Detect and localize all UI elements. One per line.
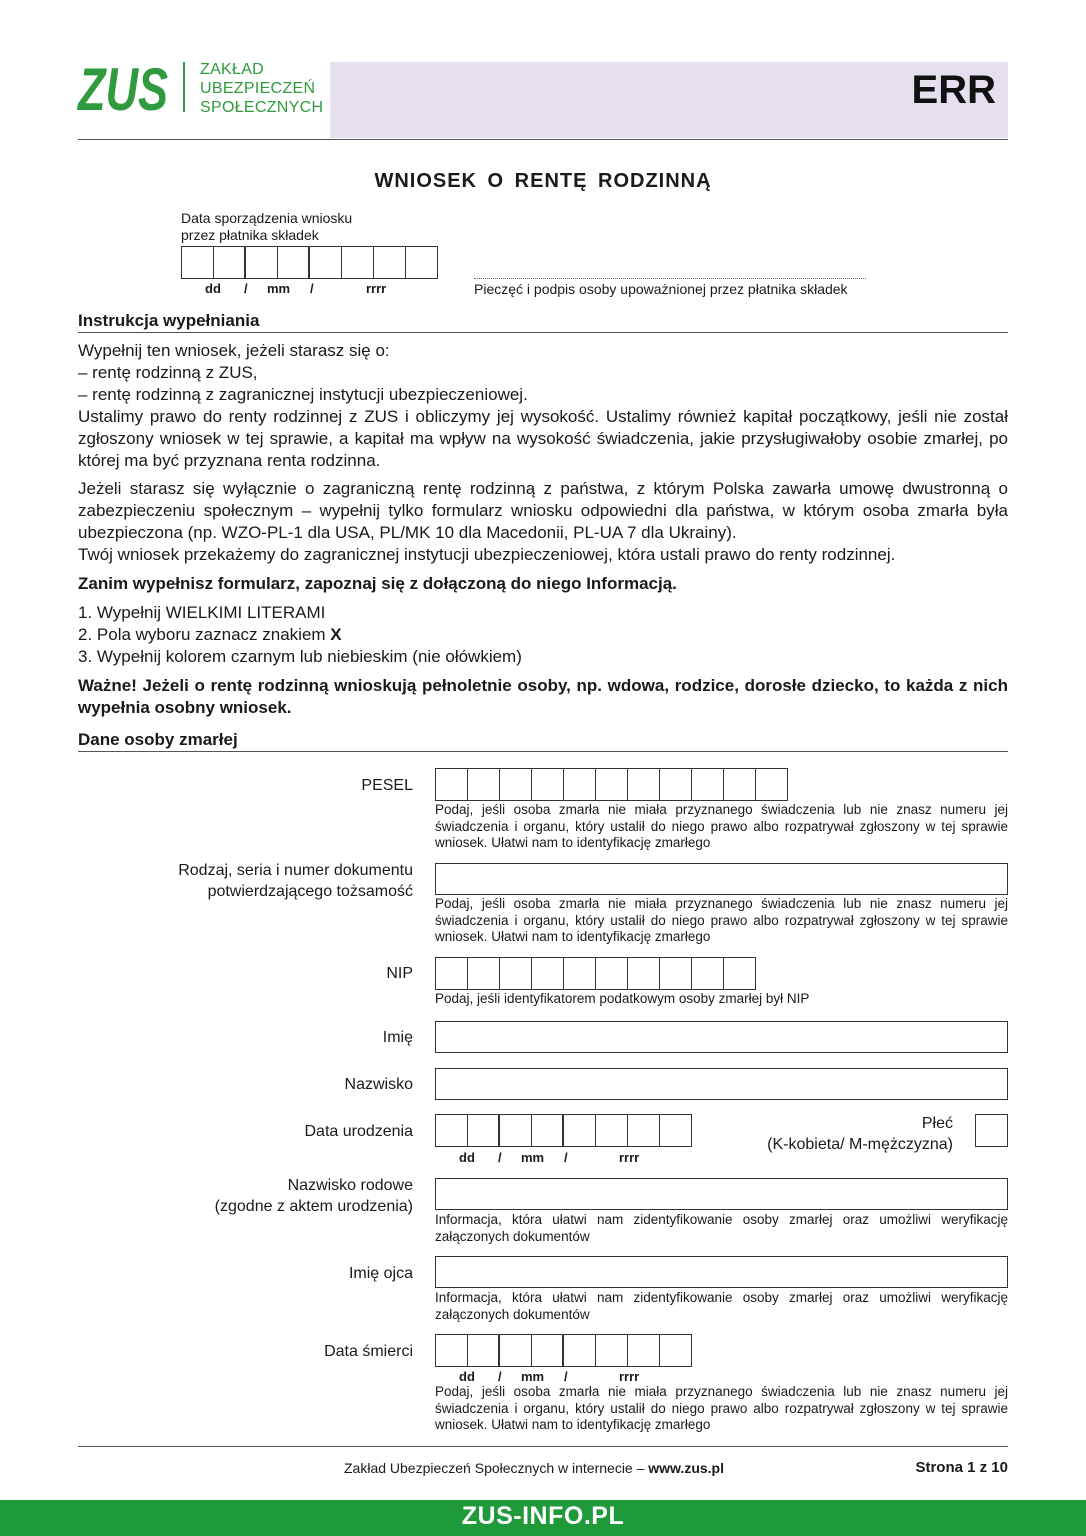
- date-cell[interactable]: [499, 1334, 532, 1367]
- form-code: ERR: [911, 68, 996, 112]
- nip-cell[interactable]: [435, 957, 468, 990]
- instructions-heading: Instrukcja wypełniania: [78, 311, 260, 330]
- yyyy-label: rrrr: [366, 281, 387, 296]
- deceased-heading: Dane osoby zmarłej: [78, 730, 238, 749]
- logo-divider: [183, 62, 185, 112]
- instructions-intro-block: [78, 340, 1008, 472]
- sex-cell[interactable]: [975, 1114, 1008, 1147]
- mm-label: mm: [521, 1150, 545, 1165]
- slash: /: [564, 1150, 568, 1165]
- instructions-bullet: – rentę rodzinną z zagranicznej instytucji ubezpieczeniowej.: [78, 385, 528, 404]
- nip-cell[interactable]: [467, 957, 500, 990]
- section-divider: [78, 751, 1008, 752]
- prep-date-label: [181, 210, 352, 244]
- instructions-paragraph: Ustalimy prawo do renty rodzinnej z ZUS i obliczymy jej wysokość. Ustalimy również kapitał początkowy, jeśli nie został zgłoszony wniosek w tej sprawie, a kapitał ma wpływ na wysokość świadczenia, jakie przysługiwałoby osobie zmarłej, po której ma być przyznana renta rodzinna.: [78, 407, 1008, 470]
- zus-logo: [76, 56, 170, 123]
- nip-label: NIP: [386, 965, 413, 982]
- birth-name-field[interactable]: [435, 1178, 1008, 1210]
- death-date-label: Data śmierci: [324, 1343, 413, 1360]
- pesel-cell[interactable]: [531, 768, 564, 801]
- date-cell[interactable]: [435, 1334, 468, 1367]
- pesel-cell[interactable]: [563, 768, 596, 801]
- instructions-notice: Zanim wypełnisz formularz, zapoznaj się z dołączoną do niego Informacją.: [78, 574, 677, 593]
- pesel-cell[interactable]: [659, 768, 692, 801]
- stamp-signature-line: [474, 278, 866, 279]
- death-date-input[interactable]: [435, 1334, 691, 1367]
- svg-text:ZUS: ZUS: [76, 56, 168, 123]
- father-name-field[interactable]: [435, 1256, 1008, 1288]
- first-name-label: Imię: [382, 1029, 413, 1046]
- nip-cell[interactable]: [595, 957, 628, 990]
- date-cell[interactable]: [213, 246, 246, 279]
- slash: /: [498, 1369, 502, 1384]
- date-cell[interactable]: [467, 1334, 500, 1367]
- last-name-field[interactable]: [435, 1068, 1008, 1100]
- date-cell[interactable]: [405, 246, 438, 279]
- pesel-input[interactable]: [435, 768, 787, 801]
- nip-cell[interactable]: [659, 957, 692, 990]
- prep-date-input[interactable]: [181, 246, 437, 279]
- page-number: Strona 1 z 10: [915, 1459, 1008, 1476]
- instructions-step: 3. Wypełnij kolorem czarnym lub niebieskim (nie ołówkiem): [78, 647, 522, 666]
- date-cell[interactable]: [563, 1114, 596, 1147]
- pesel-cell[interactable]: [723, 768, 756, 801]
- sex-label: [767, 1113, 953, 1155]
- prep-date-label-line: Data sporządzenia wniosku: [181, 210, 353, 226]
- footer-divider: [78, 1446, 1008, 1447]
- dd-label: dd: [205, 281, 221, 296]
- instructions-step: [78, 624, 1008, 646]
- date-cell[interactable]: [467, 1114, 500, 1147]
- id-document-label-line: potwierdzającego tożsamość: [207, 883, 413, 900]
- date-cell[interactable]: [659, 1114, 692, 1147]
- nip-cell[interactable]: [723, 957, 756, 990]
- date-cell[interactable]: [659, 1334, 692, 1367]
- instructions-step: 1. Wypełnij WIELKIMI LITERAMI: [78, 603, 326, 622]
- id-document-hint: Podaj, jeśli osoba zmarła nie miała przyznanego świadczenia lub nie znasz numeru jej świadczenia i organu, który ustalił do niego prawo albo rozpatrywał zgłoszony w tej sprawie wniosek. Ułatwi nam to identyfikację zmarłego: [435, 896, 1008, 944]
- id-document-label: [178, 860, 413, 902]
- instructions-paragraph: Jeżeli starasz się wyłącznie o zagraniczną rentę rodzinną z państwa, z którym Polska zawarła umowę dwustronną o zabezpieczeniu społecznym – wypełnij tylko formularz wniosku odpowiedni dla państwa, w którym osoba zmarła była ubezpieczona (np. WZO-PL-1 dla USA, PL/MK 10 dla Macedonii, PL-UA 7 dla Ukrainy).: [78, 479, 1008, 542]
- date-cell[interactable]: [435, 1114, 468, 1147]
- death-date-hint: Podaj, jeśli osoba zmarła nie miała przyznanego świadczenia lub nie znasz numeru jej świadczenia i organu, który ustalił do niego prawo albo rozpatrywał zgłoszony w tej sprawie wniosek. Ułatwi nam to identyfikację zmarłego: [435, 1384, 1008, 1432]
- instructions-steps: [78, 602, 1008, 668]
- nip-cell[interactable]: [563, 957, 596, 990]
- form-title: WNIOSEK O RENTĘ RODZINNĄ: [374, 170, 712, 192]
- instructions-step-text: 2. Pola wyboru zaznacz znakiem: [78, 625, 331, 644]
- org-name-line: SPOŁECZNYCH: [200, 99, 324, 116]
- sex-field[interactable]: [975, 1114, 1007, 1147]
- slash: /: [310, 281, 314, 296]
- mm-label: mm: [267, 281, 291, 296]
- birth-date-label: Data urodzenia: [304, 1123, 413, 1140]
- dd-label: dd: [459, 1150, 475, 1165]
- pesel-cell[interactable]: [595, 768, 628, 801]
- watermark-text: ZUS-INFO.PL: [461, 1502, 625, 1530]
- prep-date-label-line: przez płatnika składek: [181, 227, 319, 243]
- date-cell[interactable]: [309, 246, 342, 279]
- birth-name-hint: Informacja, która ułatwi nam zidentyfikowanie osoby zmarłej oraz umożliwi weryfikację załączonych dokumentów: [435, 1212, 1008, 1244]
- header-band: [330, 62, 1008, 138]
- birth-name-label-line: (zgodne z aktem urodzenia): [214, 1198, 413, 1215]
- header-divider: [78, 139, 1008, 140]
- stamp-label: Pieczęć i podpis osoby upoważnionej przez płatnika składek: [474, 281, 848, 297]
- org-name: [200, 60, 323, 117]
- date-cell[interactable]: [245, 246, 278, 279]
- date-cell[interactable]: [277, 246, 310, 279]
- pesel-cell[interactable]: [435, 768, 468, 801]
- zus-logo-mark: [76, 56, 170, 123]
- pesel-label: PESEL: [361, 777, 413, 794]
- sex-label-line: Płeć: [921, 1115, 953, 1132]
- date-cell[interactable]: [181, 246, 214, 279]
- org-name-line: ZAKŁAD: [200, 61, 265, 78]
- birth-date-input[interactable]: [435, 1114, 691, 1147]
- slash: /: [244, 281, 248, 296]
- nip-hint: Podaj, jeśli identyfikatorem podatkowym osoby zmarłej był NIP: [435, 991, 810, 1006]
- yyyy-label: rrrr: [619, 1150, 640, 1165]
- date-cell[interactable]: [531, 1114, 564, 1147]
- footer-url-link[interactable]: www.zus.pl: [648, 1460, 724, 1476]
- slash: /: [498, 1150, 502, 1165]
- nip-input[interactable]: [435, 957, 755, 990]
- first-name-field[interactable]: [435, 1021, 1008, 1053]
- date-cell[interactable]: [595, 1114, 628, 1147]
- birth-name-label-line: Nazwisko rodowe: [287, 1177, 413, 1194]
- nip-cell[interactable]: [691, 957, 724, 990]
- instructions-intro: Wypełnij ten wniosek, jeżeli starasz się o:: [78, 341, 390, 360]
- date-cell[interactable]: [563, 1334, 596, 1367]
- important-notice: Ważne! Jeżeli o rentę rodzinną wnioskują pełnoletnie osoby, np. wdowa, rodzice, dorosłe dziecko, to każda z nich wypełnia osobny wniosek.: [78, 676, 1008, 717]
- pesel-cell[interactable]: [467, 768, 500, 801]
- pesel-cell[interactable]: [627, 768, 660, 801]
- pesel-cell[interactable]: [499, 768, 532, 801]
- org-name-line: UBEZPIECZEŃ: [200, 80, 316, 97]
- date-cell[interactable]: [341, 246, 374, 279]
- nip-cell[interactable]: [627, 957, 660, 990]
- date-cell[interactable]: [627, 1114, 660, 1147]
- nip-cell[interactable]: [531, 957, 564, 990]
- pesel-hint: Podaj, jeśli osoba zmarła nie miała przyznanego świadczenia lub nie znasz numeru jej świadczenia i organu, który ustalił do niego prawo albo rozpatrywał zgłoszony w tej sprawie wniosek. Ułatwi nam to identyfikację zmarłego: [435, 802, 1008, 850]
- footer-label: Zakład Ubezpieczeń Społecznych w internecie –: [344, 1460, 649, 1476]
- date-cell[interactable]: [499, 1114, 532, 1147]
- checkbox-mark: X: [330, 625, 342, 644]
- dd-label: dd: [459, 1369, 475, 1384]
- instructions-paragraph: Twój wniosek przekażemy do zagranicznej instytucji ubezpieczeniowej, która ustali prawo do renty rodzinnej.: [78, 545, 896, 564]
- birth-name-label: [215, 1175, 413, 1217]
- slash: /: [564, 1369, 568, 1384]
- pesel-cell[interactable]: [755, 768, 788, 801]
- yyyy-label: rrrr: [619, 1369, 640, 1384]
- id-document-field[interactable]: [435, 863, 1008, 895]
- footer-text: [344, 1460, 724, 1476]
- last-name-label: Nazwisko: [344, 1076, 413, 1093]
- nip-cell[interactable]: [499, 957, 532, 990]
- father-name-label: Imię ojca: [348, 1265, 413, 1282]
- date-cell[interactable]: [627, 1334, 660, 1367]
- date-cell[interactable]: [595, 1334, 628, 1367]
- section-divider: [78, 332, 1008, 333]
- sex-label-line: (K-kobieta/ M-mężczyzna): [767, 1136, 953, 1153]
- mm-label: mm: [521, 1369, 545, 1384]
- pesel-cell[interactable]: [691, 768, 724, 801]
- father-name-hint: Informacja, która ułatwi nam zidentyfikowanie osoby zmarłej oraz umożliwi weryfikację załączonych dokumentów: [435, 1290, 1008, 1322]
- date-cell[interactable]: [531, 1334, 564, 1367]
- date-cell[interactable]: [373, 246, 406, 279]
- instructions-bullet: – rentę rodzinną z ZUS,: [78, 363, 258, 382]
- id-document-label-line: Rodzaj, seria i numer dokumentu: [178, 862, 413, 879]
